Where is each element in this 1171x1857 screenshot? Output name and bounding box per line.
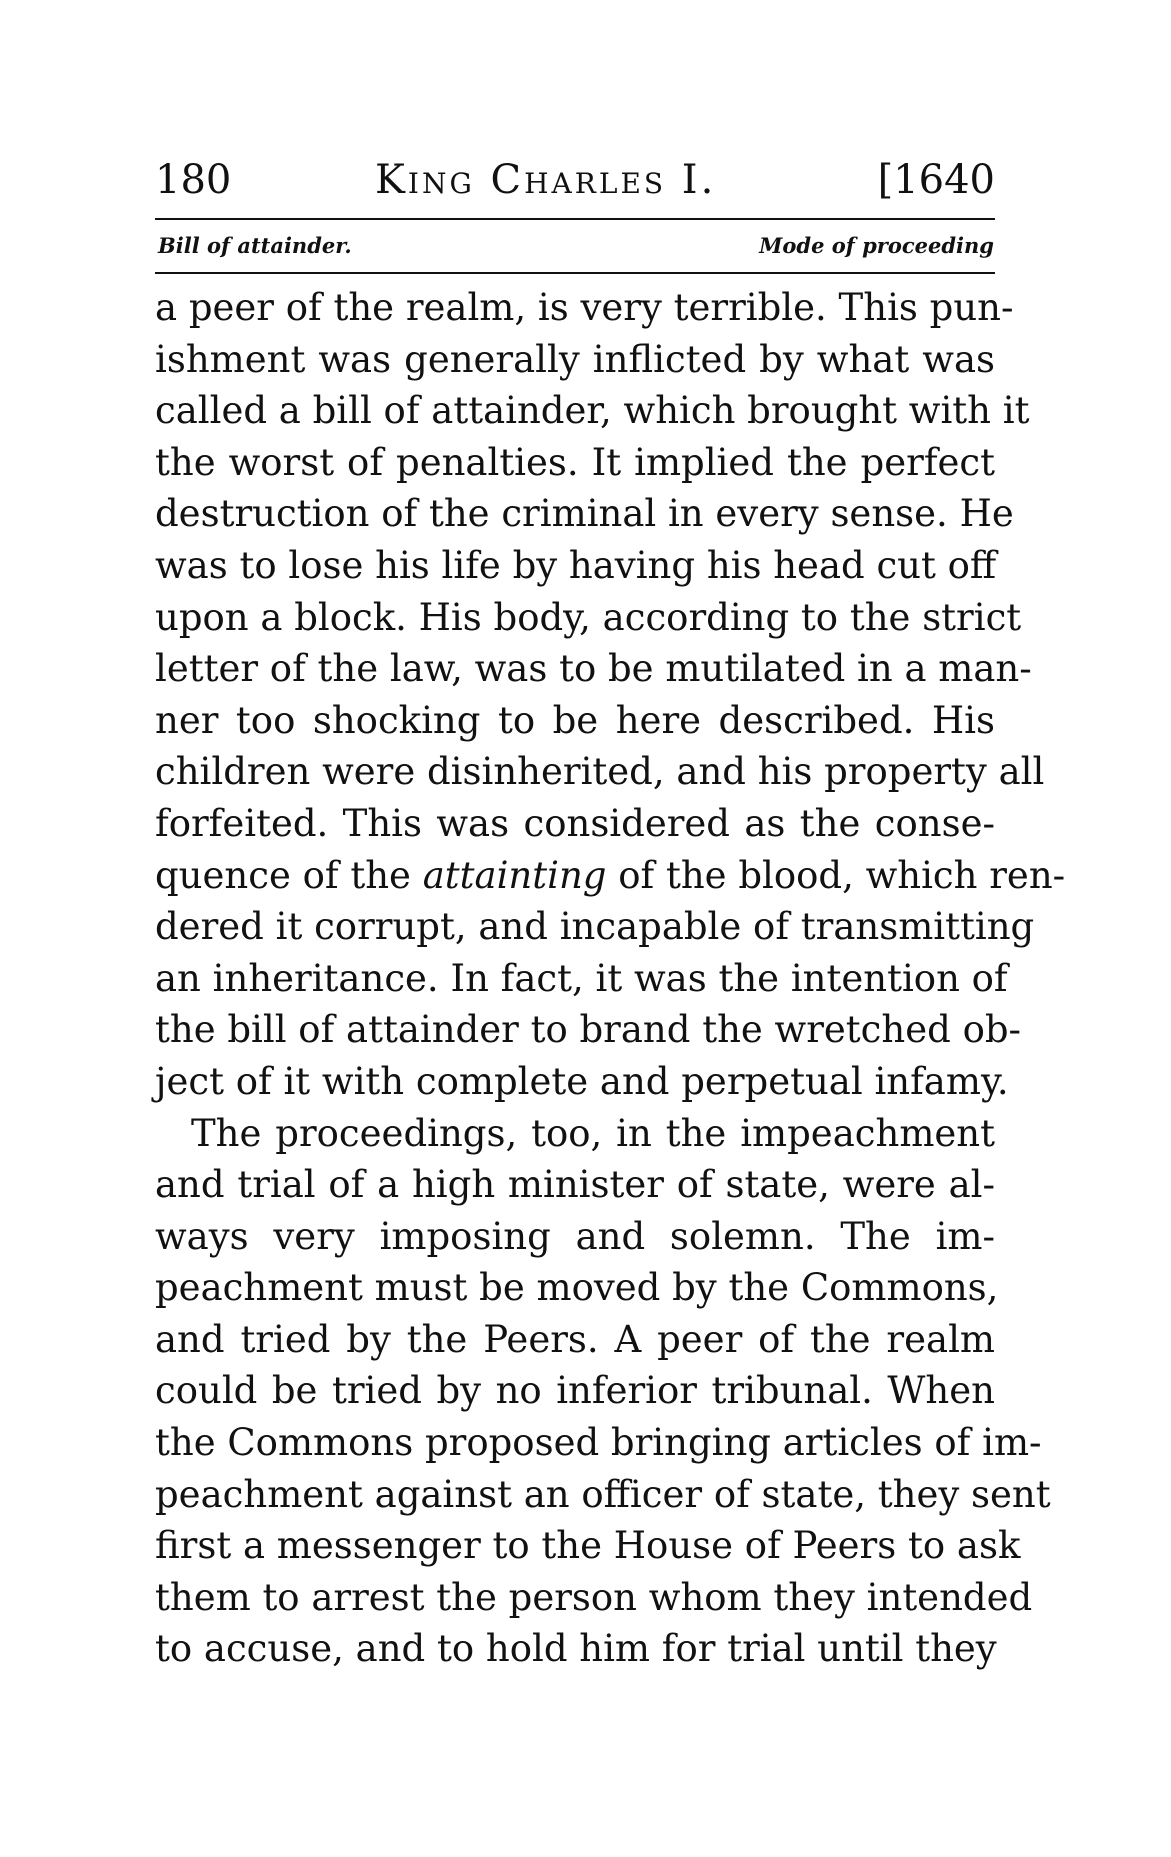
text-line: peachment against an officer of state, they sent [155,1472,1051,1516]
text-line: the worst of penalties. It implied the perfect [155,440,995,484]
text-line: was to lose his life by having his head cut off [155,543,997,587]
side-notes [158,226,994,266]
text-line: upon a block. His body, according to the strict [155,595,1022,639]
text-line: ishment was generally inflicted by what was [155,337,995,381]
italic-word: attainting [422,853,607,897]
page-number: 180 [155,157,232,203]
text-line: letter of the law, was to be mutilated in a man- [155,647,1032,691]
text-line: to accuse, and to hold him for trial until they [155,1627,997,1671]
side-note-left: Bill of attainder. [158,233,352,258]
text-line: ject of it with complete and perpetual infamy. [155,1059,1009,1103]
text-line: children were disinherited, and his property all [155,750,1045,794]
text-line: peachment must be moved by the Commons, [155,1266,999,1310]
text-line: The proceedings, too, in the impeachment [191,1111,995,1155]
text-fragment: quence of the [155,853,423,897]
text-line: a peer of the realm, is very terrible. This pun- [155,286,1014,329]
chapter-year: [1640 [877,157,995,203]
text-line: and trial of a high minister of state, were al- [155,1163,995,1207]
text-line: forfeited. This was considered as the conse- [155,801,995,845]
body-text [155,282,1066,1675]
text-line: destruction of the criminal in every sense. He [155,492,1014,536]
chapter-title: King Charles I. [375,157,717,203]
text-line: and tried by the Peers. A peer of the realm [155,1317,995,1361]
text-line: called a bill of attainder, which brought with it [155,389,1030,433]
running-head [155,150,995,210]
text-line: dered it corrupt, and incapable of transmitting [155,905,1035,949]
text-line-with-italic [155,850,1066,902]
text-line: them to arrest the person whom they intended [155,1575,1033,1619]
text-line: ner too shocking to be here described. His [155,698,995,742]
header-rule-bottom [155,272,995,274]
text-line: an inheritance. In fact, it was the intention of [155,956,1008,1000]
text-line: ways very imposing and solemn. The im- [155,1214,995,1258]
text-line: the bill of attainder to brand the wretched ob- [155,1008,1022,1052]
header-rule-top [155,218,995,220]
text-line: could be tried by no inferior tribunal. When [155,1369,995,1413]
text-fragment: of the blood, which ren- [606,853,1066,897]
side-note-right: Mode of proceeding [759,233,994,258]
text-line: the Commons proposed bringing articles of im- [155,1421,1042,1465]
text-line: first a messenger to the House of Peers to ask [155,1524,1021,1568]
